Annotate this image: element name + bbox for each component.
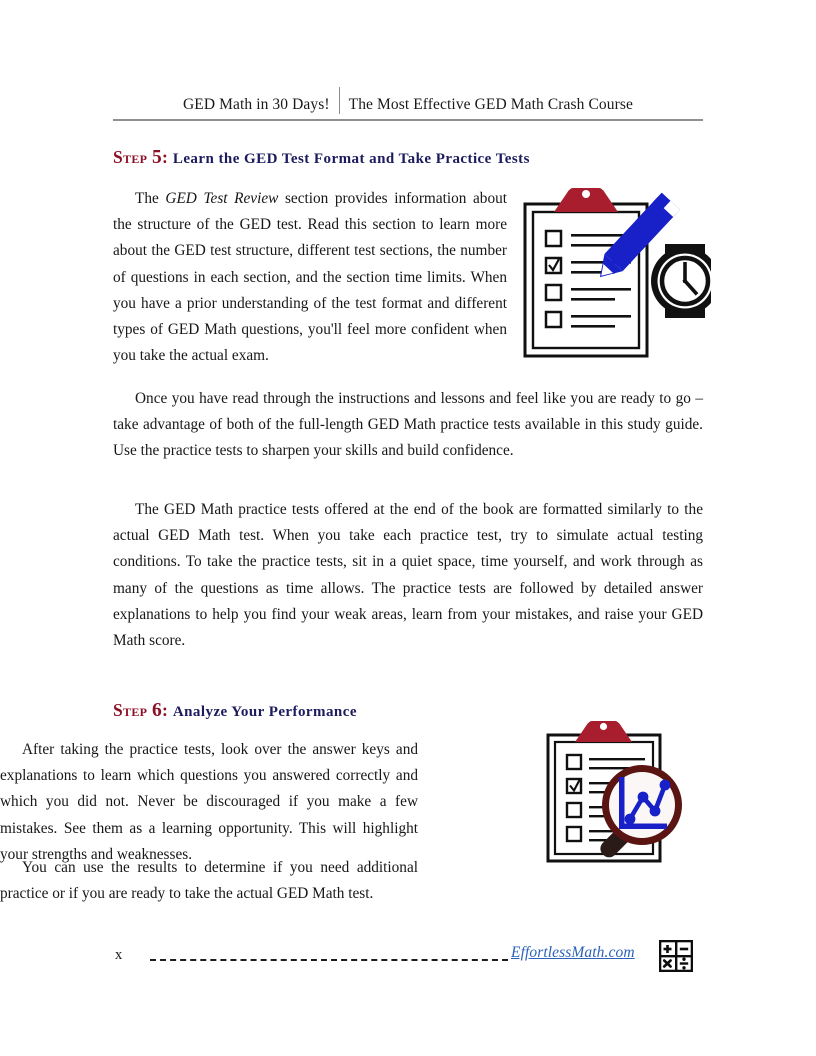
step-6-word: Step	[113, 700, 148, 720]
step-5-paragraph-2: Once you have read through the instructions and lessons and feel like you are ready to go – take advantage of both of the full-length GED Math practice tests available in this study guide. Use the practice tests to sharpen your skills and build confidence.	[113, 390, 703, 460]
header-rule	[113, 119, 703, 121]
step-6-number: 6	[151, 700, 163, 721]
step-6-title: Analyze Your Performance	[172, 704, 357, 720]
step-5-colon: :	[162, 147, 169, 167]
step-6-label	[113, 700, 173, 720]
ged-test-review-italic: GED Test Review	[165, 190, 279, 207]
footer-website-link[interactable]: EffortlessMath.com	[511, 944, 635, 961]
header-subtitle: The Most Effective GED Math Crash Course	[348, 96, 634, 113]
step-5-paragraph-1	[113, 186, 507, 369]
step-5-heading	[113, 147, 530, 169]
header-book-title: GED Math in 30 Days!	[182, 96, 330, 113]
paragraph-1-lead: The	[135, 190, 166, 207]
footer-page-number: x	[115, 947, 123, 963]
step-5-label	[113, 147, 173, 167]
step-6-heading	[113, 700, 357, 722]
step-6-colon: :	[162, 700, 169, 720]
step-5-title: Learn the GED Test Format and Take Practice Tests	[172, 151, 530, 167]
clipboard-pencil-watch-icon	[521, 186, 711, 362]
effortless-math-logo-icon	[659, 940, 693, 972]
paragraph-1-rest: section provides information about the structure of the GED test. Read this section to learn more about the GED test structure, different test sections, the number of questions in each section, and the section time limits. When you have a prior understanding of the test format and different types of GED Math questions, you'll feel more confident when you take the actual exam.	[113, 190, 508, 365]
clipboard-magnifier-chart-icon	[545, 719, 707, 869]
step-5-word: Step	[113, 147, 148, 167]
page-footer	[113, 940, 703, 974]
step-5-number: 5	[151, 147, 163, 168]
step-5-paragraph-3: The GED Math practice tests offered at the end of the book are formatted similarly to the actual GED Math test. When you take each practice test, try to simulate actual testing conditions. To take the practice tests, sit in a quiet space, time yourself, and work through as many of the questions as time allows. The practice tests are followed by detailed answer explanations to help you find your weak areas, learn from your mistakes, and raise your GED Math score.	[113, 501, 703, 650]
running-header	[113, 86, 703, 122]
step-6-paragraph-1: After taking the practice tests, look over the answer keys and explanations to learn which questions you answered correctly and which you did not. Never be discouraged if you make a few mistakes. See them as a learning opportunity. This will highlight your strengths and weaknesses.	[0, 741, 418, 863]
step-6-paragraph-2: You can use the results to determine if you need additional practice or if you are ready to take the actual GED Math test.	[0, 859, 418, 903]
footer-dashed-rule	[150, 959, 508, 961]
